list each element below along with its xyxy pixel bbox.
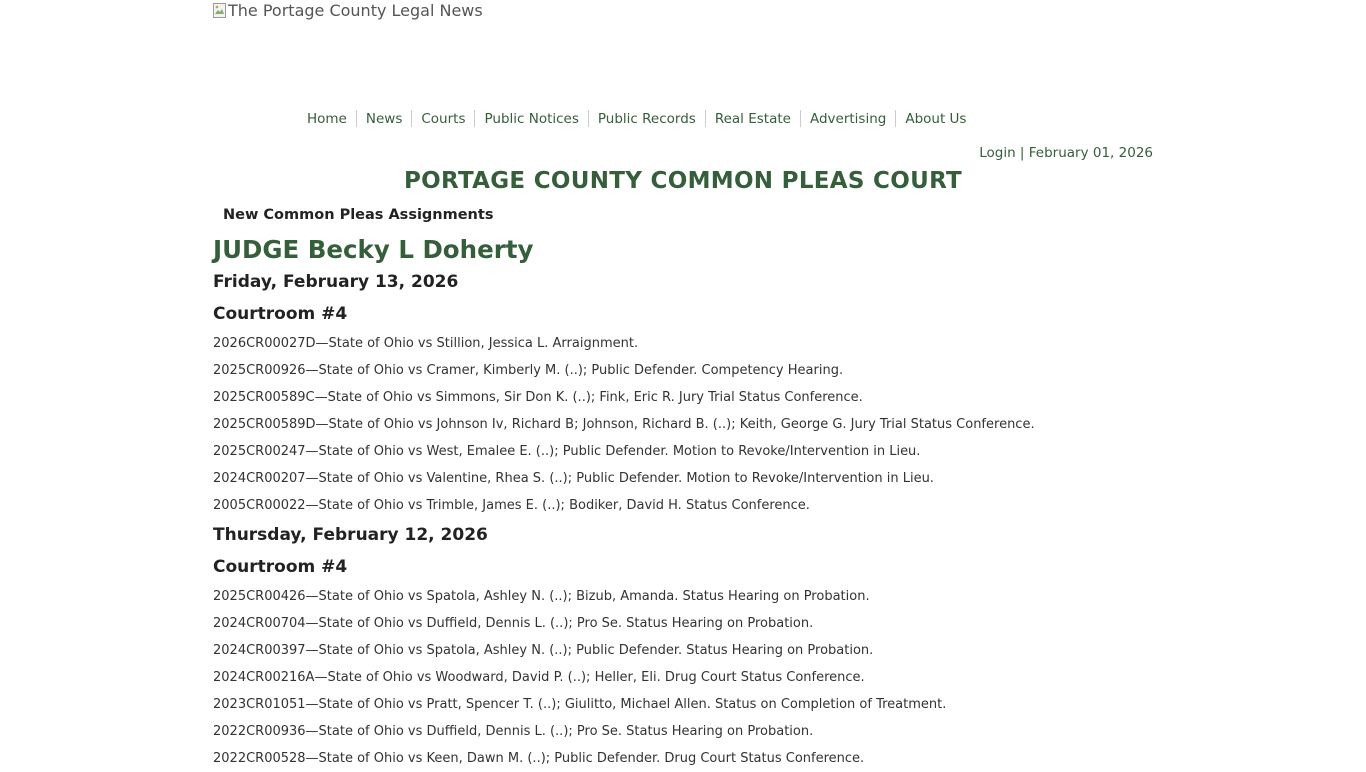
case-entry: 2024CR00704—State of Ohio vs Duffield, Dennis L. (..); Pro Se. Status Hearing on Probation. bbox=[213, 616, 814, 631]
section-subtitle: New Common Pleas Assignments bbox=[223, 207, 494, 223]
case-entry: 2025CR00589D—State of Ohio vs Johnson Iv, Richard B; Johnson, Richard B. (..); Keith, George G. Jury Trial Status Conference. bbox=[213, 417, 1035, 432]
case-entry: 2005CR00022—State of Ohio vs Trimble, James E. (..); Bodiker, David H. Status Conference. bbox=[213, 498, 810, 513]
case-entry: 2024CR00397—State of Ohio vs Spatola, Ashley N. (..); Public Defender. Status Hearing on Probation. bbox=[213, 643, 874, 658]
day-section bbox=[213, 519, 1153, 772]
login-link[interactable]: Login bbox=[979, 145, 1016, 161]
day-date: Friday, February 13, 2026 bbox=[213, 272, 459, 292]
nav-real-estate[interactable]: Real Estate bbox=[714, 110, 791, 127]
case-entry: 2024CR00216A—State of Ohio vs Woodward, David P. (..); Heller, Eli. Drug Court Status Conference. bbox=[213, 670, 865, 685]
case-entry: 2024CR00207—State of Ohio vs Valentine, Rhea S. (..); Public Defender. Motion to Revoke/Intervention in Lieu. bbox=[213, 471, 934, 486]
nav-courts[interactable]: Courts bbox=[421, 110, 466, 127]
case-entry: 2022CR00936—State of Ohio vs Duffield, Dennis L. (..); Pro Se. Status Hearing on Probation. bbox=[213, 724, 814, 739]
site-logo[interactable] bbox=[213, 1, 483, 20]
current-date: February 01, 2026 bbox=[1028, 145, 1153, 161]
case-entry: 2022CR00528—State of Ohio vs Keen, Dawn M. (..); Public Defender. Drug Court Status Conference. bbox=[213, 751, 865, 766]
login-separator: | bbox=[1015, 145, 1029, 161]
main-nav bbox=[298, 110, 975, 127]
judge-name: JUDGE Becky L Doherty bbox=[213, 235, 534, 264]
courtroom-heading: Courtroom #4 bbox=[213, 304, 348, 324]
nav-public-notices[interactable]: Public Notices bbox=[484, 110, 579, 127]
case-entry: 2023CR01051—State of Ohio vs Pratt, Spencer T. (..); Giulitto, Michael Allen. Status on Completion of Treatment. bbox=[213, 697, 947, 712]
logo-alt-text: The Portage County Legal News bbox=[228, 1, 483, 20]
nav-advertising[interactable]: Advertising bbox=[809, 110, 887, 127]
broken-image-icon bbox=[213, 3, 227, 19]
day-section bbox=[213, 266, 1153, 519]
case-entry: 2026CR00027D—State of Ohio vs Stillion, Jessica L. Arraignment. bbox=[213, 336, 639, 351]
case-entry: 2025CR00426—State of Ohio vs Spatola, Ashley N. (..); Bizub, Amanda. Status Hearing on Probation. bbox=[213, 589, 870, 604]
case-entry: 2025CR00247—State of Ohio vs West, Emalee E. (..); Public Defender. Motion to Revoke/Intervention in Lieu. bbox=[213, 444, 921, 459]
nav-home[interactable]: Home bbox=[307, 110, 347, 127]
assignments-content bbox=[213, 233, 1153, 772]
nav-public-records[interactable]: Public Records bbox=[597, 110, 696, 127]
nav-news[interactable]: News bbox=[365, 110, 403, 127]
login-bar bbox=[979, 145, 1153, 161]
courtroom-heading: Courtroom #4 bbox=[213, 557, 348, 577]
case-entry: 2025CR00926—State of Ohio vs Cramer, Kimberly M. (..); Public Defender. Competency Hearing. bbox=[213, 363, 844, 378]
day-date: Thursday, February 12, 2026 bbox=[213, 525, 488, 545]
nav-about-us[interactable]: About Us bbox=[905, 110, 967, 127]
case-entry: 2025CR00589C—State of Ohio vs Simmons, Sir Don K. (..); Fink, Eric R. Jury Trial Status Conference. bbox=[213, 390, 863, 405]
page-title: PORTAGE COUNTY COMMON PLEAS COURT bbox=[403, 168, 963, 194]
